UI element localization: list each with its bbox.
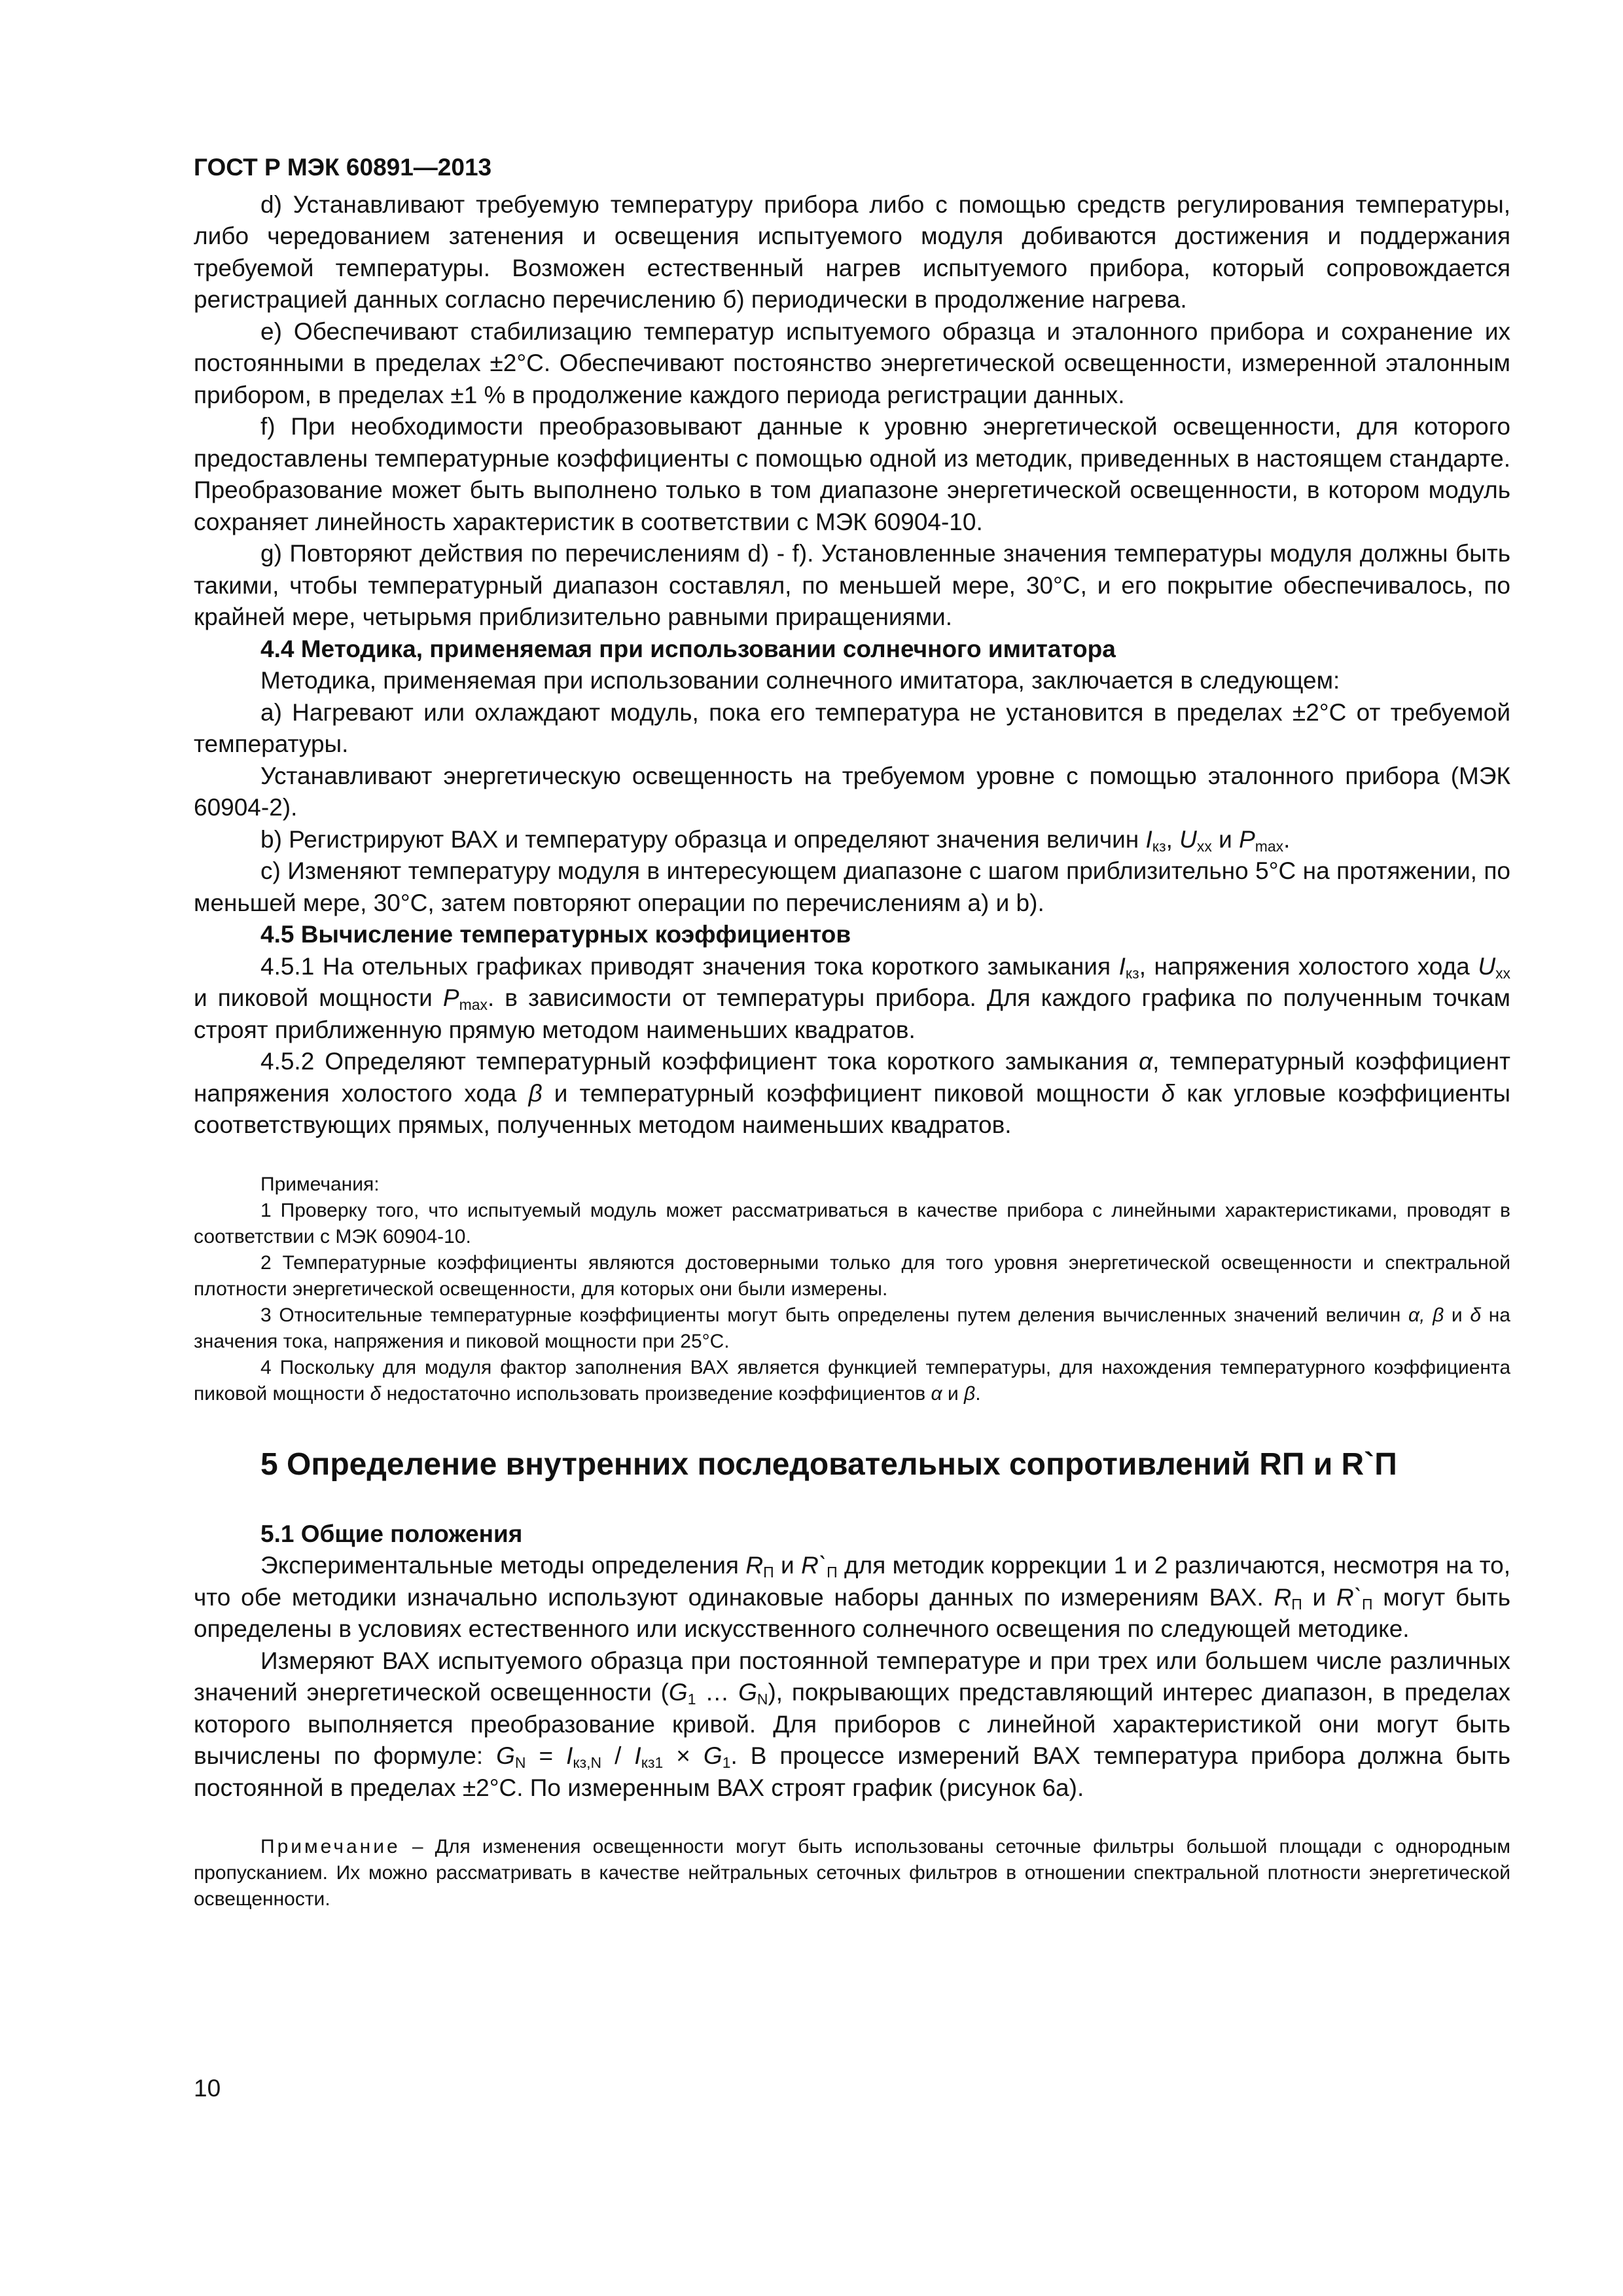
section-5-1-heading: 5.1 Общие положения — [260, 1520, 523, 1547]
item-f: f) При необходимости преобразовывают данные к уровню энергетической освещенности, для которого предоставлены температурные коэффициенты с помощью одной из методик, приведенных в настоящем стандарте. Преобразование может быть выполнено только в том диапазоне энергетической освещенности, в котором модуль сохраняет линейность характеристик в соответствии с МЭК 60904-10. — [194, 413, 1510, 535]
document-page — [194, 152, 1510, 1912]
note-label: Примечание — [260, 1836, 401, 1857]
page-number: 10 — [194, 2075, 221, 2102]
section-4-4-item-b: b) Регистрируют ВАХ и температуру образца и определяют значения величин $I_{кз}$, $U_{хх}$ и $P_{max}$. — [260, 825, 1291, 855]
section-4-4-item-c: c) Изменяют температуру модуля в интересующем диапазоне с шагом приблизительно 5°С на протяжении, по меньшей мере, 30°С, затем повторяют операции по перечислениям а) и b). — [194, 857, 1510, 916]
section-4-5-1: 4.5.1 На отельных графиках приводят значения тока короткого замыкания $I_{кз}$, напряжения холостого хода $U_{хх}$ и пиковой мощности $P_{max}$. в зависимости от температуры прибора. Для каждого графика по полученным точкам строят приближенную прямую методом наименьших квадратов. — [194, 952, 1510, 1043]
note-4: 4 Поскольку для модуля фактор заполнения ВАХ является функцией температуры, для нахождения температурного коэффициента пиковой мощности δ недостаточно использовать произведение коэффициентов α и β. — [194, 1356, 1510, 1405]
section-5-heading: 5 Определение внутренних последовательных сопротивлений RП и R`П — [260, 1446, 1397, 1482]
section-4-4-item-a: а) Нагревают или охлаждают модуль, пока его температура не установится в пределах ±2°С от требуемой температуры. — [194, 698, 1510, 757]
section-5-1-para-2: Измеряют ВАХ испытуемого образца при постоянной температуре и при трех или большем числе различных значений энергетической освещенности ($G_1$ … $G_N$), покрывающих представляющий интерес диапазон, в пределах которого выполняется преобразование кривой. Для приборов с линейной характеристикой они могут быть вычислены по формуле: $G_N = I_{кз,N} / I_{кз1} \times G_1$. В процессе измерений ВАХ температура прибора должна быть постоянной в пределах ±2°С. По измеренным ВАХ строят график (рисунок 6а). — [194, 1647, 1510, 1801]
notes-block — [194, 1172, 1510, 1407]
item-g: g) Повторяют действия по перечислениям d) - f). Установленные значения температуры модуля должны быть такими, чтобы температурный диапазон составлял, по меньшей мере, 30°С, и его покрытие обеспечивалось, по крайней мере, четырьмя приблизительно равными приращениями. — [194, 540, 1510, 630]
note-3: 3 Относительные температурные коэффициенты могут быть определены путем деления вычисленных значений величин α, β и δ на значения тока, напряжения и пиковой мощности при 25°С. — [194, 1304, 1510, 1352]
section-5-note: Примечание – Для изменения освещенности могут быть использованы сеточные фильтры большой площади с однородным пропусканием. Их можно рассматривать в качестве нейтральных сеточных фильтров в отношении спектральной плотности энергетической освещенности. — [194, 1836, 1510, 1910]
item-d: d) Устанавливают требуемую температуру прибора либо с помощью средств регулирования температуры, либо чередованием затенения и освещения испытуемого модуля добиваются достижения и поддержания требуемой температуры. Возможен естественный нагрев испытуемого прибора, который сопровождается регистрацией данных согласно перечислению б) периодически в продолжение нагрева. — [194, 190, 1510, 313]
section-4-4-set-irradiance: Устанавливают энергетическую освещенность на требуемом уровне с помощью эталонного прибора (МЭК 60904-2). — [194, 762, 1510, 821]
note-2: 2 Температурные коэффициенты являются достоверными только для того уровня энергетической освещенности и спектральной плотности энергетической освещенности, для которых они были измерены. — [194, 1251, 1510, 1300]
section-5-1-para-1: Экспериментальные методы определения $R_П$ и $R`_П$ для методик коррекции 1 и 2 различаются, несмотря на то, что обе методики изначально используют одинаковые наборы данных по измерениям ВАХ. $R_П$ и $R`_П$ могут быть определены в условиях естественного или искусственного солнечного освещения по следующей методике. — [194, 1552, 1511, 1642]
note-1: 1 Проверку того, что испытуемый модуль может рассматриваться в качестве прибора с линейными характеристиками, проводят в соответствии с МЭК 60904-10. — [194, 1199, 1510, 1247]
section-4-5-heading: 4.5 Вычисление температурных коэффициентов — [260, 921, 851, 948]
notes-title: Примечания: — [260, 1173, 380, 1195]
document-header: ГОСТ Р МЭК 60891—2013 — [194, 154, 492, 181]
section-4-4-intro: Методика, применяемая при использовании солнечного имитатора, заключается в следующем: — [260, 667, 1340, 694]
item-e: е) Обеспечивают стабилизацию температур испытуемого образца и эталонного прибора и сохранение их постоянными в пределах ±2°С. Обеспечивают постоянство энергетической освещенности, измеренной эталонным прибором, в пределах ±1 % в продолжение каждого периода регистрации данных. — [194, 317, 1510, 408]
section-4-5-2: 4.5.2 Определяют температурный коэффициент тока короткого замыкания α, температурный коэффициент напряжения холостого хода β и температурный коэффициент пиковой мощности δ как угловые коэффициенты соответствующих прямых, полученных методом наименьших квадратов. — [194, 1048, 1510, 1138]
section-4-4-heading: 4.4 Методика, применяемая при использовании солнечного имитатора — [260, 635, 1116, 662]
